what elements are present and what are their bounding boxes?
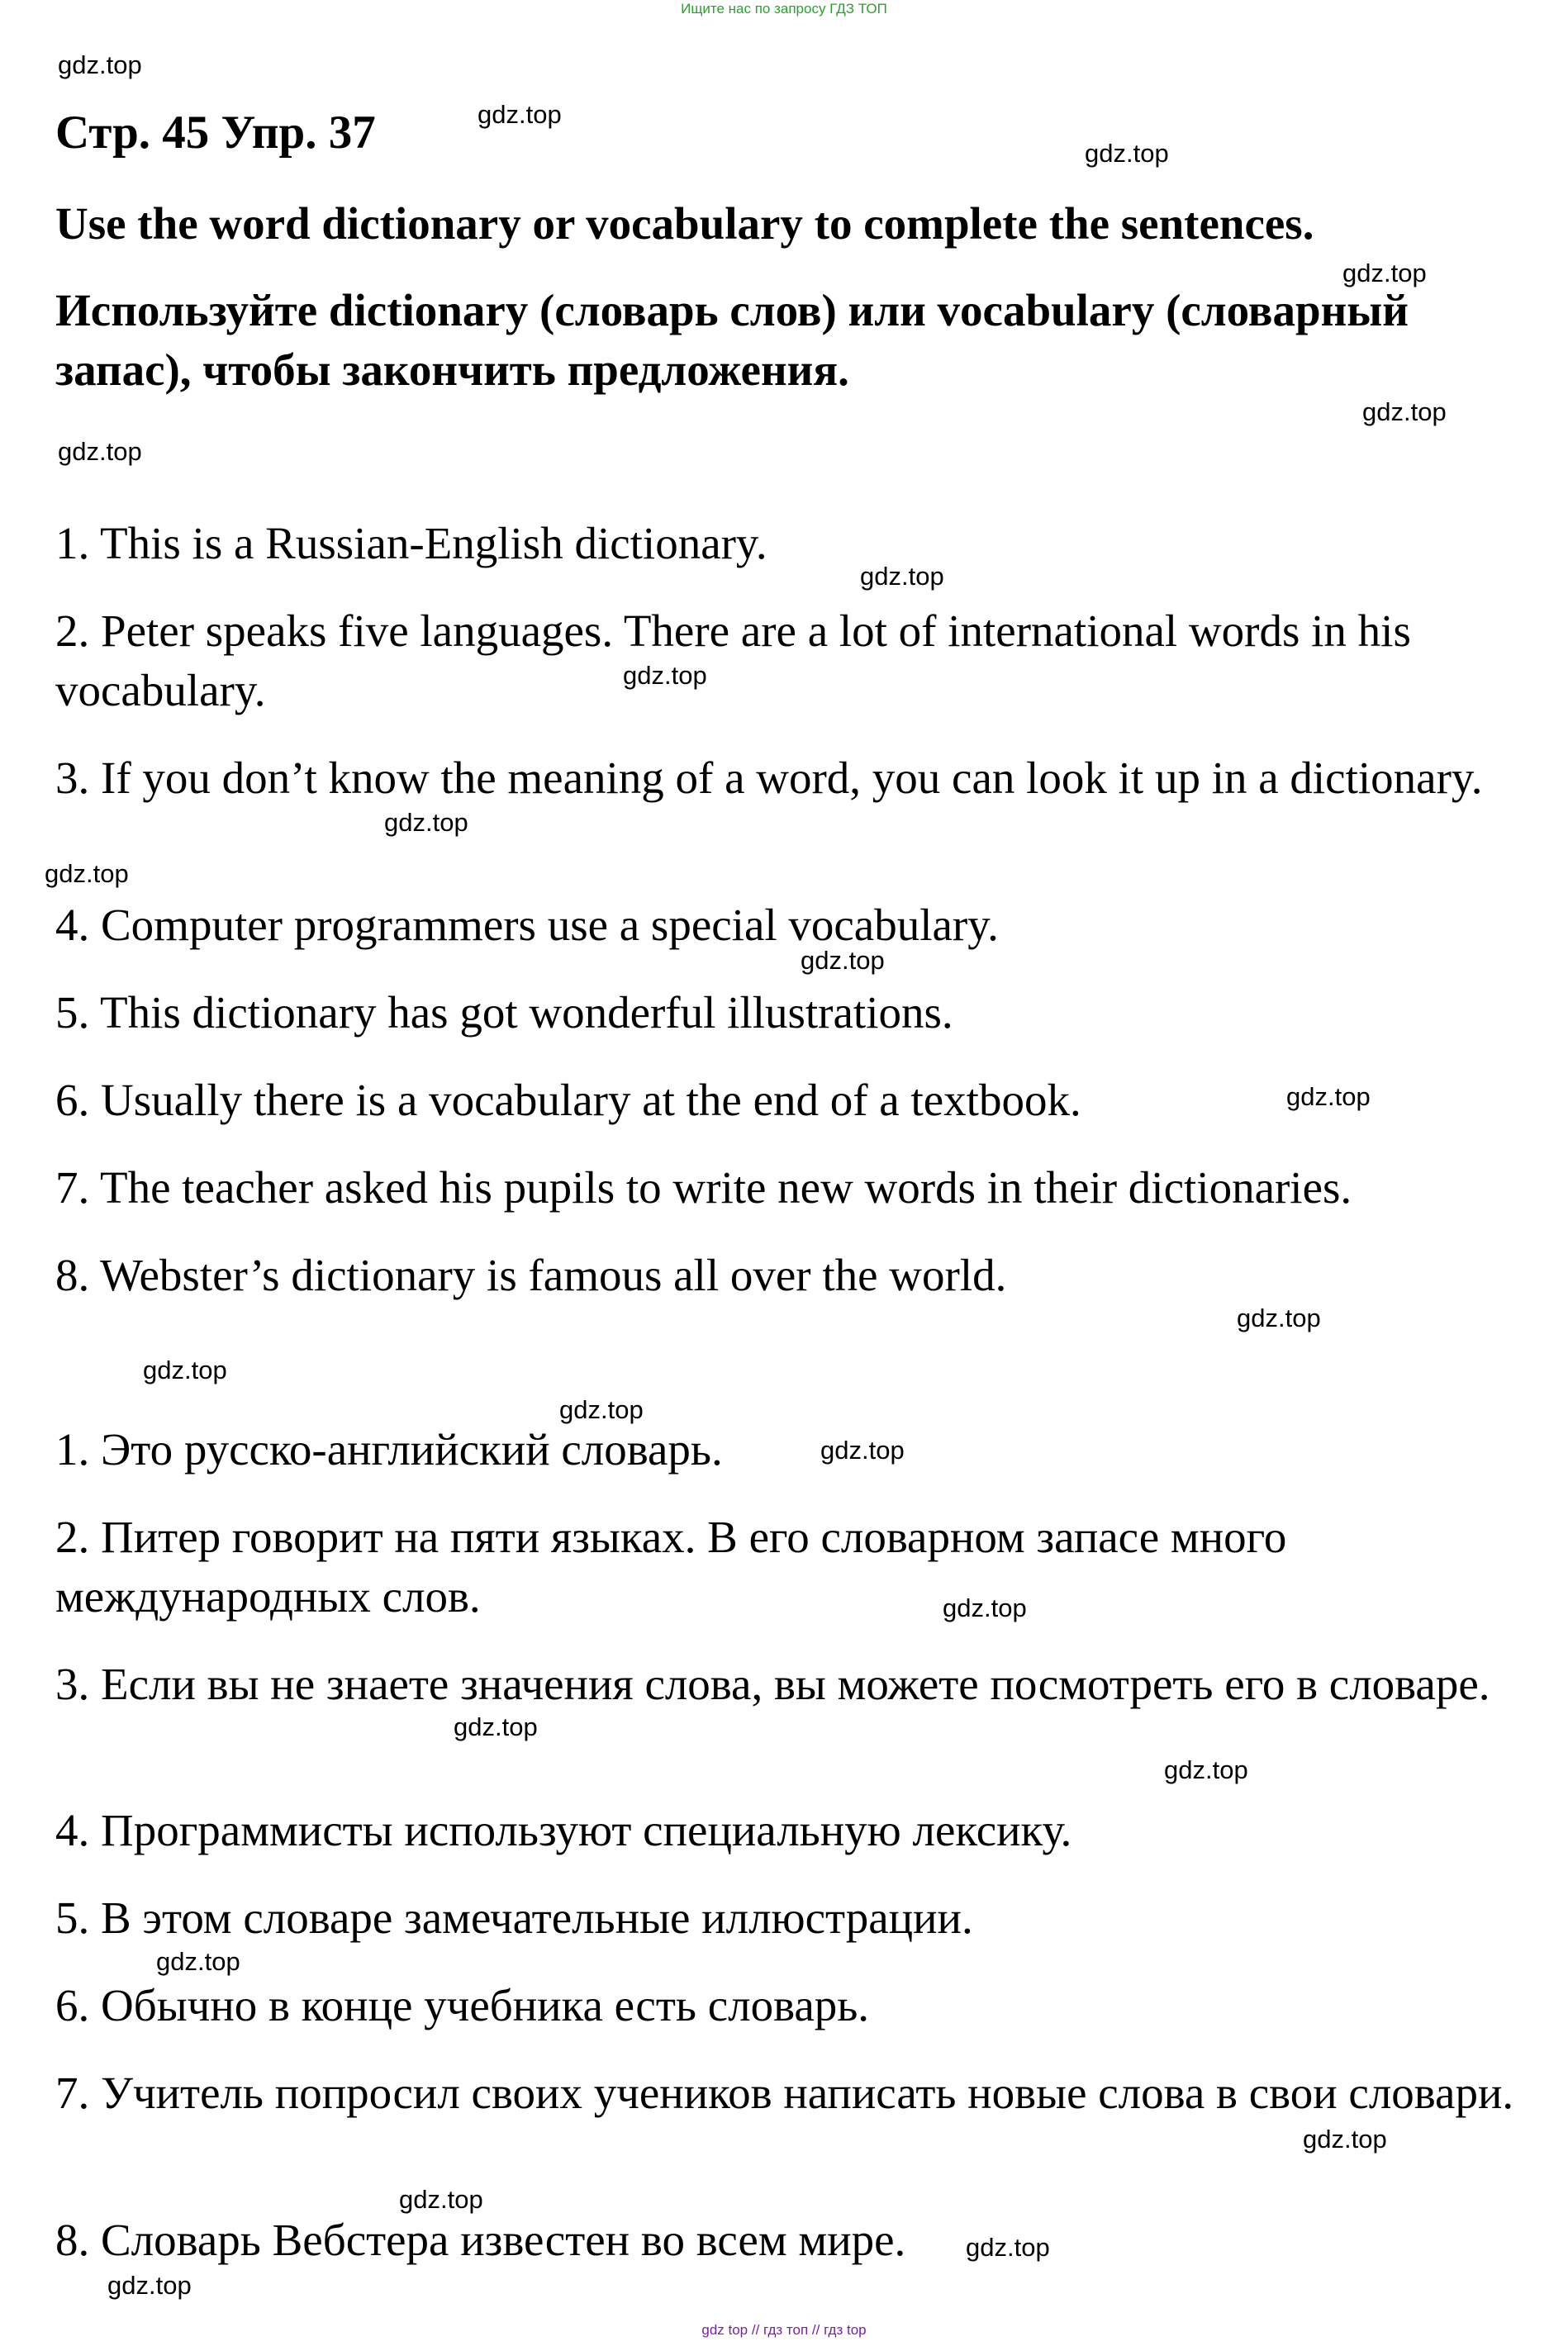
- russian-sentence-6: 6. Обычно в конце учебника есть словарь.: [55, 1980, 870, 2030]
- russian-sentence-7: 7. Учитель попросил своих учеников написать новые слова в свои словари.: [55, 2068, 1514, 2118]
- english-sentence-8: 8. Webster’s dictionary is famous all over the world.: [55, 1250, 1007, 1300]
- watermark: gdz.top: [966, 2233, 1050, 2262]
- russian-sentence-8: 8. Словарь Вебстера известен во всем мире.: [55, 2215, 906, 2265]
- watermark: gdz.top: [58, 50, 142, 79]
- watermark: gdz.top: [1237, 1304, 1321, 1332]
- footer-separator: //: [811, 2322, 820, 2338]
- english-sentence-2: 2. Peter speaks five languages. There are a lot of international words in his vocabulary.: [55, 605, 1411, 715]
- russian-sentence-4: 4. Программисты используют специальную лексику.: [55, 1805, 1072, 1855]
- watermark: gdz.top: [58, 437, 142, 466]
- watermark: gdz.top: [1164, 1755, 1248, 1784]
- english-sentence-4: 4. Computer programmers use a special vocabulary.: [55, 900, 999, 950]
- english-sentence-1: 1. This is a Russian-English dictionary.: [55, 518, 767, 568]
- watermark: gdz.top: [143, 1356, 227, 1384]
- watermark: gdz.top: [1303, 2125, 1387, 2154]
- watermark: gdz.top: [801, 946, 885, 975]
- watermark: gdz.top: [399, 2185, 483, 2214]
- watermark: gdz.top: [623, 661, 707, 690]
- page-title: Стр. 45 Упр. 37: [55, 107, 376, 159]
- russian-sentence-2: 2. Питер говорит на пяти языках. В его словарном запасе много международных слов.: [55, 1512, 1287, 1622]
- footer-separator: //: [751, 2322, 760, 2338]
- top-banner-link[interactable]: Ищите нас по запросу ГДЗ ТОП: [681, 1, 887, 17]
- watermark: gdz.top: [45, 859, 129, 888]
- english-sentence-7: 7. The teacher asked his pupils to write new words in their dictionaries.: [55, 1162, 1352, 1213]
- watermark: gdz.top: [820, 1436, 905, 1465]
- watermark: gdz.top: [559, 1395, 644, 1424]
- watermark: gdz.top: [1286, 1082, 1371, 1111]
- russian-sentence-5: 5. В этом словаре замечательные иллюстрации.: [55, 1892, 973, 1943]
- english-sentence-6: 6. Usually there is a vocabulary at the end of a textbook.: [55, 1075, 1081, 1125]
- footer-link-gdz-top-mixed[interactable]: гдз top: [824, 2322, 867, 2338]
- footer-link-gdz-top[interactable]: gdz top: [701, 2322, 748, 2338]
- watermark: gdz.top: [1342, 259, 1427, 287]
- watermark: gdz.top: [1362, 397, 1447, 426]
- instruction-english: Use the word dictionary or vocabulary to complete the sentences.: [55, 198, 1314, 249]
- footer-link-gdz-top-ru[interactable]: гдз топ: [763, 2322, 809, 2338]
- english-sentence-5: 5. This dictionary has got wonderful illustrations.: [55, 987, 953, 1038]
- footer-links: [0, 2321, 1568, 2339]
- watermark: gdz.top: [107, 2271, 192, 2300]
- watermark: gdz.top: [943, 1593, 1027, 1622]
- english-sentence-3: 3. If you don’t know the meaning of a word, you can look it up in a dictionary.: [55, 753, 1483, 803]
- watermark: gdz.top: [860, 562, 944, 591]
- russian-sentence-1: 1. Это русско-английский словарь.: [55, 1424, 723, 1475]
- russian-sentence-3: 3. Если вы не знаете значения слова, вы можете посмотреть его в словаре.: [55, 1659, 1490, 1709]
- watermark: gdz.top: [478, 100, 562, 129]
- watermark: gdz.top: [156, 1947, 240, 1976]
- watermark: gdz.top: [384, 808, 468, 837]
- watermark: gdz.top: [454, 1712, 538, 1741]
- instruction-russian: Используйте dictionary (словарь слов) или vocabulary (словарный запас), чтобы закончить предложения.: [55, 285, 1409, 395]
- watermark: gdz.top: [1085, 139, 1169, 168]
